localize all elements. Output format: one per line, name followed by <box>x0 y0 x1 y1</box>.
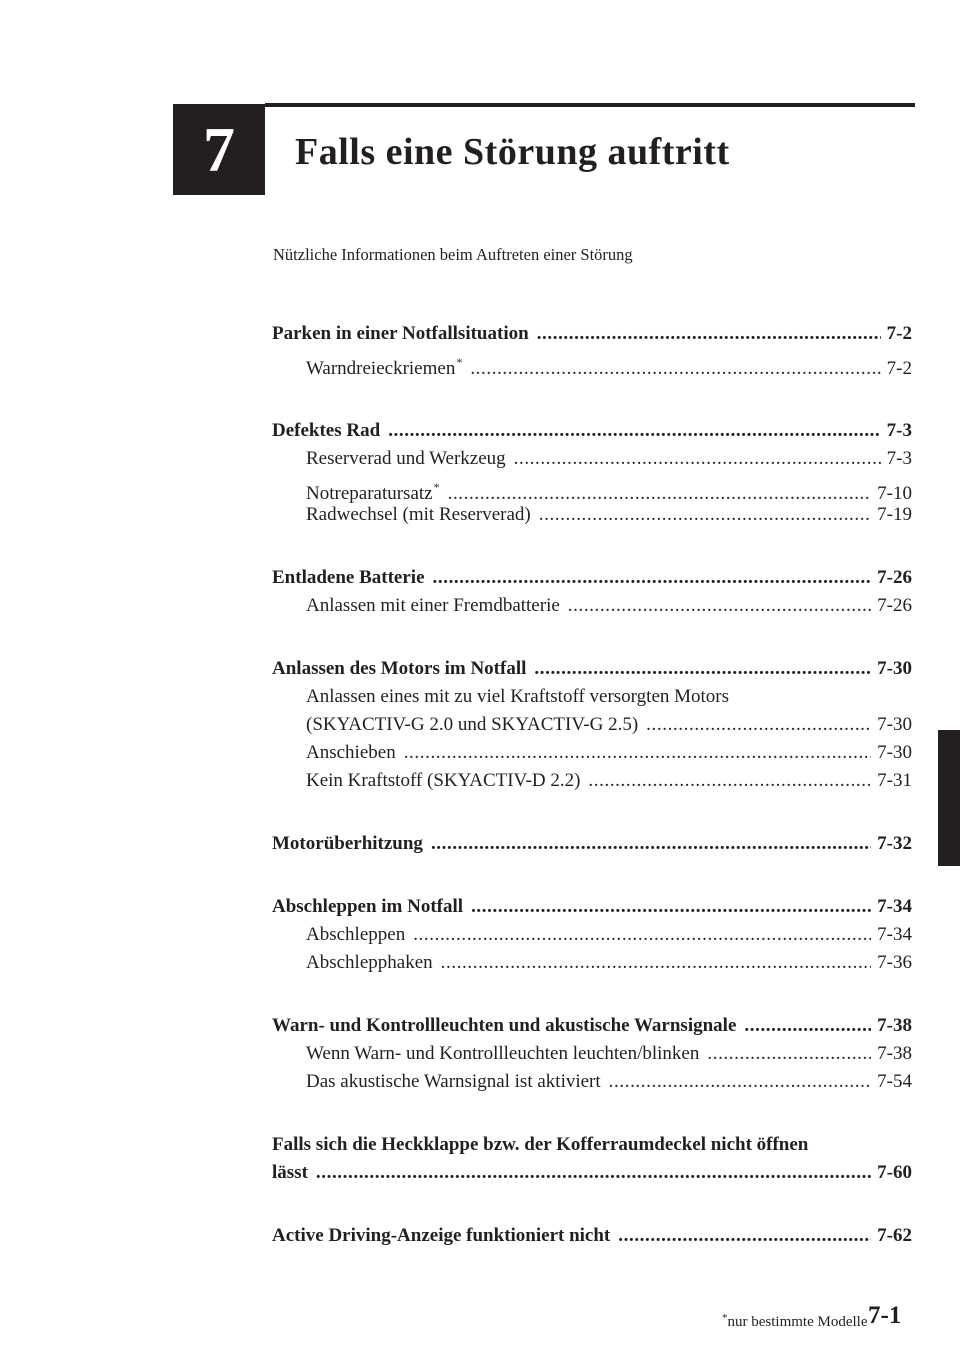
toc-entry-main[interactable] <box>272 1012 912 1040</box>
toc-entry-label: Reserverad und Werkzeug <box>306 448 506 469</box>
toc-entry-title: Defektes Rad <box>272 420 381 441</box>
toc-entry-page: 7-19 <box>877 504 912 525</box>
dot-leader <box>618 1222 871 1250</box>
toc-entry-main[interactable] <box>272 564 912 592</box>
toc-entry-page: 7-26 <box>877 567 912 588</box>
toc-entry-title: Warn- und Kontrollleuchten und akustische Warnsignale <box>272 1015 737 1036</box>
toc-entry-page: 7-54 <box>877 1071 912 1092</box>
toc-entry-label: Radwechsel (mit Reserverad) <box>306 504 531 525</box>
toc-entry-page: 7-31 <box>877 770 912 791</box>
toc-entry-sub[interactable] <box>272 739 912 767</box>
dot-leader <box>471 893 871 921</box>
toc-entry-page: 7-38 <box>877 1043 912 1064</box>
toc-entry-page: 7-32 <box>877 833 912 854</box>
toc-section <box>272 1131 912 1187</box>
toc-entry-main[interactable] <box>272 320 912 348</box>
dot-leader <box>441 949 872 977</box>
toc-entry-sub[interactable] <box>272 445 912 473</box>
toc-entry-sub[interactable] <box>272 1040 912 1068</box>
dot-leader <box>537 320 881 348</box>
chapter-title: Falls eine Störung auftritt <box>295 131 730 173</box>
asterisk-icon: * <box>433 480 440 494</box>
toc-entry-label: Abschleppen <box>306 924 406 945</box>
toc-entry-page: 7-26 <box>877 595 912 616</box>
toc-entry-page: 7-34 <box>877 924 912 945</box>
toc-entry-title: lässt <box>272 1162 308 1183</box>
toc-entry-page: 7-34 <box>877 896 912 917</box>
toc-entry-label: Kein Kraftstoff (SKYACTIV-D 2.2) <box>306 770 581 791</box>
asterisk-icon: * <box>456 355 463 369</box>
toc-entry-sub-line1[interactable] <box>272 683 912 711</box>
toc-section <box>272 320 912 379</box>
toc-entry-title: Falls sich die Heckklappe bzw. der Kofferraumdeckel nicht öffnen <box>272 1134 809 1155</box>
toc-entry-label-text: Warndreieckriemen <box>306 358 456 379</box>
toc-entry-main[interactable] <box>272 893 912 921</box>
toc-entry-sub[interactable] <box>272 921 912 949</box>
toc-section <box>272 1222 912 1250</box>
toc-entry-page: 7-2 <box>886 323 912 344</box>
toc-entry-main[interactable] <box>272 1159 912 1187</box>
toc-entry-main[interactable] <box>272 417 912 445</box>
dot-leader <box>433 564 872 592</box>
toc-entry-main-line1[interactable] <box>272 1131 912 1159</box>
dot-leader <box>388 417 880 445</box>
toc-entry-page: 7-30 <box>877 658 912 679</box>
toc-entry-page: 7-3 <box>886 420 912 441</box>
toc-entry-sub[interactable] <box>272 501 912 529</box>
dot-leader <box>431 830 871 858</box>
toc-entry-sub[interactable] <box>272 473 912 504</box>
toc-entry-title: Abschleppen im Notfall <box>272 896 464 917</box>
toc-section <box>272 417 912 529</box>
toc-entry-label: Wenn Warn- und Kontrollleuchten leuchten/blinken <box>306 1043 700 1064</box>
toc-entry-title: Motorüberhitzung <box>272 833 423 854</box>
toc-entry-title: Anlassen des Motors im Notfall <box>272 658 527 679</box>
footer-note <box>722 1312 867 1331</box>
toc-entry-sub[interactable] <box>272 949 912 977</box>
toc-entry-page: 7-2 <box>886 358 912 379</box>
footer-note-text: nur bestimmte Modelle <box>727 1314 868 1330</box>
dot-leader <box>568 592 871 620</box>
toc-entry-page: 7-38 <box>877 1015 912 1036</box>
asterisk-icon: * <box>722 1312 728 1324</box>
dot-leader <box>470 355 880 383</box>
dot-leader <box>534 655 871 683</box>
toc-section <box>272 1012 912 1096</box>
toc-entry-label: (SKYACTIV-G 2.0 und SKYACTIV-G 2.5) <box>306 714 639 735</box>
dot-leader <box>609 1068 872 1096</box>
toc-entry-sub[interactable] <box>272 348 912 379</box>
toc-entry-label: Das akustische Warnsignal ist aktiviert <box>306 1071 601 1092</box>
toc-section <box>272 564 912 620</box>
toc-entry-title: Entladene Batterie <box>272 567 425 588</box>
toc-entry-title: Parken in einer Notfallsituation <box>272 323 529 344</box>
toc-entry-label: Anschieben <box>306 742 396 763</box>
table-of-contents <box>272 320 912 1285</box>
toc-entry-page: 7-60 <box>877 1162 912 1183</box>
dot-leader <box>707 1040 871 1068</box>
toc-entry-label: Anlassen eines mit zu viel Kraftstoff versorgten Motors <box>306 686 730 707</box>
toc-entry-sub[interactable] <box>272 767 912 795</box>
dot-leader <box>646 711 871 739</box>
dot-leader <box>413 921 871 949</box>
toc-section <box>272 655 912 795</box>
toc-entry-page: 7-10 <box>877 483 912 504</box>
dot-leader <box>316 1159 871 1187</box>
chapter-number: 7 <box>203 113 235 185</box>
header-rule <box>265 103 915 107</box>
toc-entry-main[interactable] <box>272 830 912 858</box>
toc-entry-page: 7-62 <box>877 1225 912 1246</box>
toc-entry-page: 7-36 <box>877 952 912 973</box>
dot-leader <box>744 1012 871 1040</box>
toc-entry-sub[interactable] <box>272 1068 912 1096</box>
toc-entry-label: Abschlepphaken <box>306 952 433 973</box>
toc-entry-main[interactable] <box>272 1222 912 1250</box>
chapter-thumb-tab <box>938 730 960 866</box>
toc-section <box>272 830 912 858</box>
dot-leader <box>539 501 871 529</box>
toc-entry-sub[interactable] <box>272 711 912 739</box>
toc-entry-page: 7-30 <box>877 714 912 735</box>
toc-entry-title: Active Driving-Anzeige funktioniert nicht <box>272 1225 611 1246</box>
toc-entry-main[interactable] <box>272 655 912 683</box>
dot-leader <box>404 739 871 767</box>
toc-entry-page: 7-3 <box>886 448 912 469</box>
dot-leader <box>588 767 871 795</box>
toc-entry-label <box>306 348 470 383</box>
dot-leader <box>514 445 881 473</box>
chapter-number-block <box>173 104 265 195</box>
chapter-subtitle: Nützliche Informationen beim Auftreten einer Störung <box>273 245 633 264</box>
page-number: 7-1 <box>868 1302 902 1329</box>
toc-entry-sub[interactable] <box>272 592 912 620</box>
toc-entry-page: 7-30 <box>877 742 912 763</box>
toc-entry-label-text: Notreparatursatz <box>306 483 433 504</box>
toc-entry-label: Anlassen mit einer Fremdbatterie <box>306 595 560 616</box>
toc-section <box>272 893 912 977</box>
